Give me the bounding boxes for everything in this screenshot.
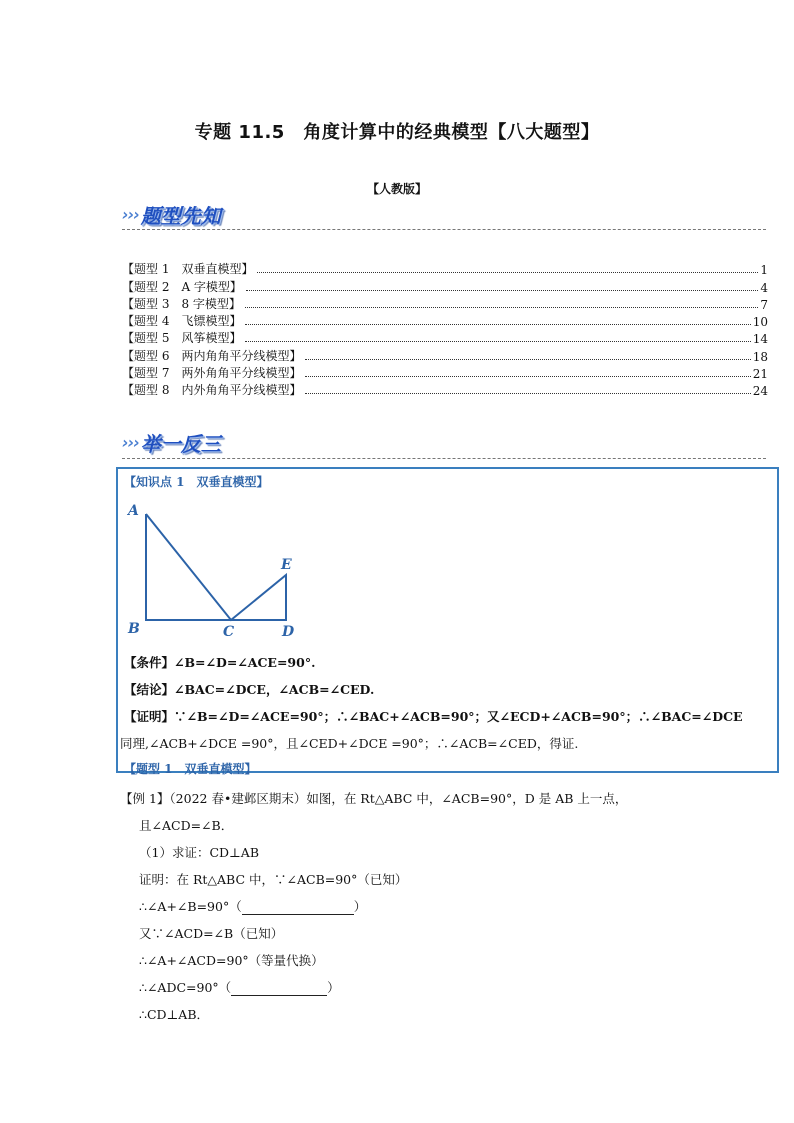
proof-bracket: ） [353,899,367,914]
toc-item-label: 【题型 4 飞镖模型】 [122,314,242,329]
knowledge-box [116,467,779,776]
label-point-c: C [223,624,235,639]
toc-item-page: 1 [760,263,768,278]
edition-label: 【人教版】 [366,182,427,196]
toc-item-label: 【题型 3 8 字模型】 [122,296,241,311]
answer-blank[interactable] [231,982,327,996]
knowledge-heading: 【知识点 1 双垂直模型】 [124,475,269,489]
toc-item-label: 【题型 1 双垂直模型】 [122,262,254,277]
divider [122,229,766,230]
example-proof-line: 又∵∠ACD=∠B（已知） [139,926,284,941]
proof-bracket: ） [327,980,340,995]
toc-leader [245,324,750,325]
label-point-b: B [128,621,140,637]
toc-item[interactable] [122,364,768,381]
proof-statement: ∴∠ADC=90°（ [139,980,232,995]
toc-item-page: 14 [752,332,768,347]
proof-statement: ∴∠A+∠B=90°（ [139,899,242,914]
toc-item-page: 24 [752,384,768,399]
toc-item-label: 【题型 5 风筝模型】 [122,331,242,346]
example-proof-line: 证明：在 Rt△ABC 中，∵∠ACB=90°（已知） [139,872,408,887]
toc-leader [246,290,758,291]
toc-leader [305,393,750,394]
toc-leader [305,376,750,377]
banner-title: 题型先知 [140,203,221,228]
example-proof-line: ∴CD⊥AB． [139,1007,210,1022]
toc-item-page: 18 [752,349,768,364]
condition-text: 【条件】∠B=∠D=∠ACE=90°. [124,655,316,670]
label-point-e: E [281,557,292,573]
toc-item[interactable] [122,295,768,312]
example-proof-line [139,897,366,915]
answer-blank[interactable] [242,901,354,915]
example-proof-line [139,978,340,996]
section-banner-examples [122,428,221,456]
toc-leader [245,341,750,342]
toc-item[interactable] [122,381,768,398]
table-of-contents [122,260,768,398]
toc-item-page: 7 [760,297,768,312]
toc-leader [305,359,750,360]
toc-item-page: 4 [760,280,768,295]
banner-arrows-icon: ››› [122,432,139,452]
section-banner-overview [122,200,221,228]
toc-item[interactable] [122,260,768,277]
toc-item-label: 【题型 7 两外角角平分线模型】 [122,366,302,381]
toc-item[interactable] [122,312,768,329]
proof-continued-text: 同理,∠ACB+∠DCE =90°，且∠CED+∠DCE =90°；∴∠ACB=∠CED，得证. [120,736,579,751]
toc-leader [257,272,758,273]
proof-text: 【证明】∵∠B=∠D=∠ACE=90°；∴∠BAC+∠ACB=90°；又∠ECD+∠ACB=90°；∴∠BAC=∠DCE [124,709,743,724]
conclusion-text: 【结论】∠BAC=∠DCE，∠ACB=∠CED. [124,682,375,697]
toc-item-page: 21 [752,367,768,382]
toc-item-label: 【题型 2 A 字模型】 [122,279,242,294]
double-perpendicular-figure [122,499,312,639]
toc-item[interactable] [122,346,768,363]
figure-lines [146,514,286,620]
toc-leader [245,307,758,308]
example-question: （1）求证：CD⊥AB [139,845,260,860]
banner-title: 举一反三 [140,431,221,456]
toc-item-label: 【题型 8 内外角角平分线模型】 [122,383,302,398]
divider [122,458,766,459]
example-proof-line: ∴∠A+∠ACD=90°（等量代换） [139,953,324,968]
question-type-heading: 【题型 1 双垂直模型】 [124,762,257,776]
label-point-d: D [282,624,295,639]
toc-item-page: 10 [752,315,768,330]
toc-item[interactable] [122,329,768,346]
page-title: 专题 11.5 角度计算中的经典模型【八大题型】 [194,122,600,143]
toc-item-label: 【题型 6 两内角角平分线模型】 [122,348,302,363]
example-line: 【例 1】（2022 春•建邺区期末）如图，在 Rt△ABC 中，∠ACB=90°，D 是 AB 上一点， [120,791,628,806]
banner-arrows-icon: ››› [122,204,139,224]
toc-item[interactable] [122,277,768,294]
example-line: 且∠ACD=∠B． [139,818,234,833]
label-point-a: A [128,503,139,519]
